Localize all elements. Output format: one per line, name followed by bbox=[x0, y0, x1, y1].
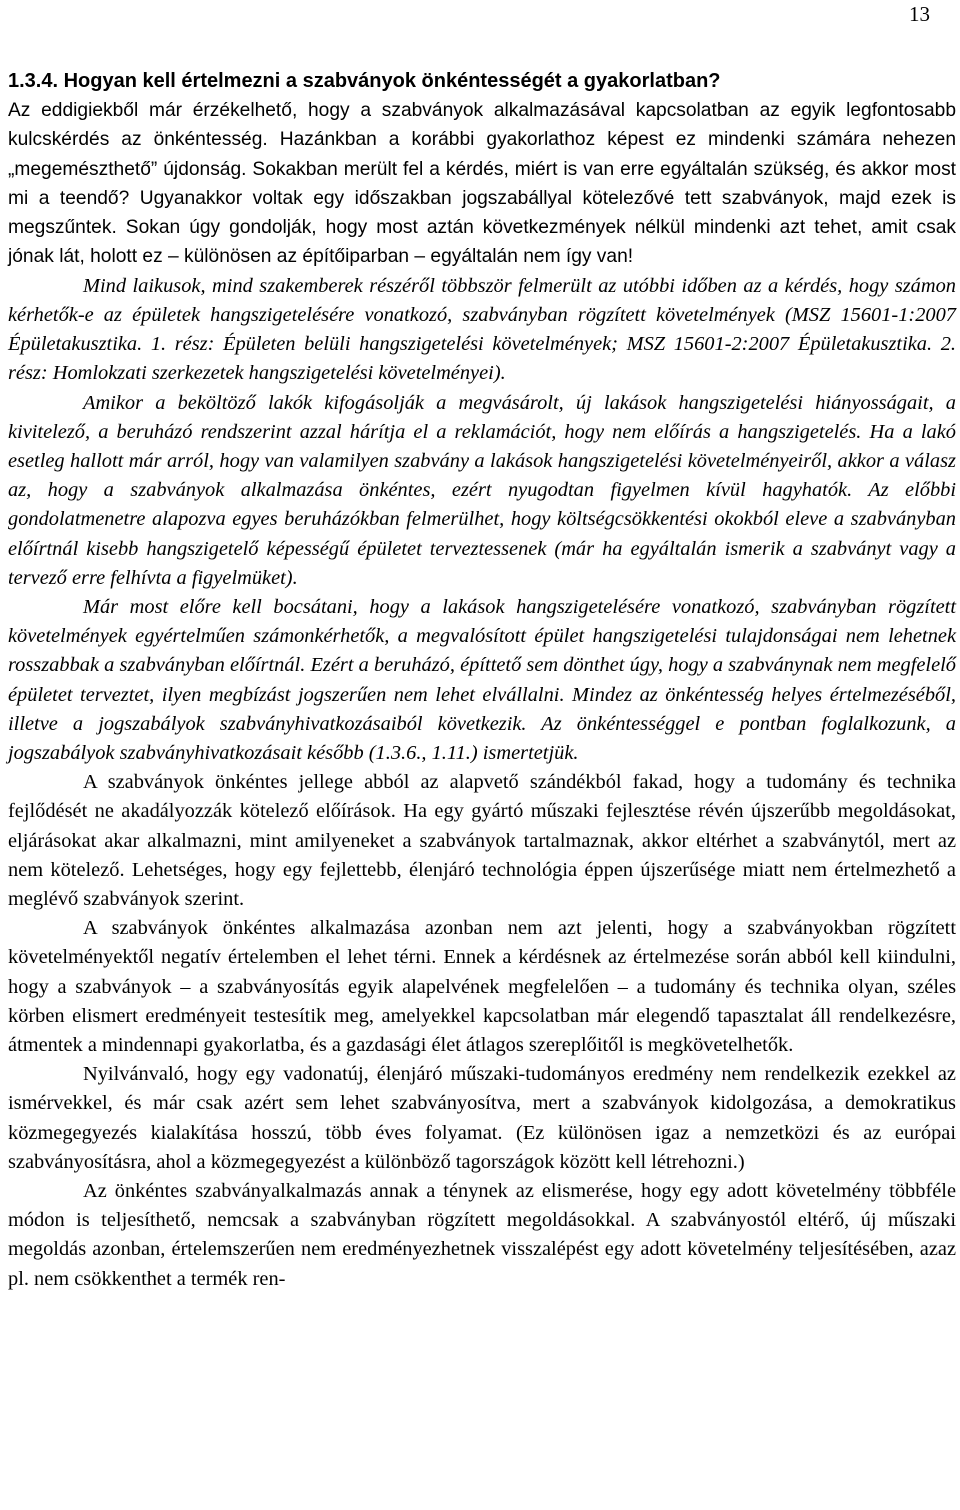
paragraph-8: Az önkéntes szabványalkalmazás annak a ténynek az elismerése, hogy egy adott követelmény többféle módon is teljesíthető, nemcsak a szabványban rögzített megoldásokkal. A szabványostól eltérő, új műszaki megoldás azonban, értelemszerűen nem eredményezhetnek visszalépést egy adott követelmény teljesítésében, azaz pl. nem csökkenthet a termék ren- bbox=[8, 1180, 956, 1290]
paragraph-5: A szabványok önkéntes jellege abból az alapvető szándékból fakad, hogy a tudomány és technika fejlődését ne akadályozzák kötelező előírások. Ha egy gyártó műszaki fejlesztése révén újszerűbb megoldásokat, eljárásokat akar alkalmazni, mint amilyeneket a szabványok tartalmaznak, akkor eltérhet a szabványtól, mert az nem kötelező. Lehetséges, hogy egy fejlettebb, élenjáró technológia éppen újszerűsége miatt nem értelmezhető a meglévő szabványok szerint. bbox=[8, 771, 956, 911]
paragraph-2: Mind laikusok, mind szakemberek részéről többször felmerült az utóbbi időben az a kérdés, hogy számon kérhetők-e az épületek hangszigetelésére vonatkozó, szabványban rögzített követelmények (MSZ 15601-1:2007 Épületakusztika. 1. rész: Épületen belüli hangszigetelési követelmények; MSZ 15601-2:2007 Épületakusztika. 2. rész: Homlokzati szerkezetek hangszigetelési követelményei). bbox=[8, 274, 956, 385]
paragraph-3: Amikor a beköltöző lakók kifogásolják a megvásárolt, új lakások hangszigetelési hiányosságait, a kivitelező, a beruházó rendszerint azzal hárítja el a reklamációt, hogy nem előírás a hangszigetelés. Ha a lakó esetleg hallott már arról, hogy van valamilyen szabvány a lakások hangszigetelési követelményeiről, akkor a válasz az, hogy a szabványok alkalmazása önkéntes, ezért nyugodtan figyelmen kívül hagyhatók. Az előbbi gondolatmenetre alapozva egyes beruházókban felmerülhet, hogy költségcsökkentési okokból eleve a szabványban előírtnál kisebb hangszigetelő képességű épületet terveztessenek (már ha egyáltalán ismerik a szabványt vagy a tervező erre felhívta a figyelmüket). bbox=[8, 391, 956, 589]
paragraph-1: Az eddigiekből már érzékelhető, hogy a szabványok alkalmazásával kapcsolatban az egyik legfontosabb kulcskérdés az önkéntesség. Hazánkban a korábbi gyakorlathoz képest ez mindenki számára nehezen „megemészthető” újdonság. Sokakban merült fel a kérdés, miért is van erre egyáltalán szükség, és akkor most mi a teendő? Ugyanakkor voltak egy időszakban jogszabállyal kötelezővé tett szabványok, majd ezek is megszűntek. Sokan úgy gondolják, hogy most aztán következmények nélkül mindenki azt tehet, amit csak jónak lát, holott ez – különösen az építőiparban – egyáltalán nem így van! bbox=[8, 100, 956, 268]
paragraph-4: Már most előre kell bocsátani, hogy a lakások hangszigetelésére vonatkozó, szabványban rögzített követelmények egyértelműen számonkérhetők, a megvalósított épület hangszigetelési tulajdonságai nem lehetnek rosszabbak a szabványban előírtnál. Ezért a beruházó, építtető sem dönthet úgy, hogy a szabványnak nem megfelelő épületet terveztet, ilyen megbízást jogszerűen nem lehet elvállalni. Mindez az önkéntesség helyes értelmezéséből, illetve a jogszabályok szabványhivatkozásaiból következik. Az önkéntességgel e pontban foglalkozunk, a jogszabályok szabványhivatkozásait később (1.3.6., 1.11.) ismertetjük. bbox=[8, 596, 956, 765]
section-heading: 1.3.4. Hogyan kell értelmezni a szabványok önkéntességét a gyakorlatban? bbox=[8, 70, 721, 92]
page-number: 13 bbox=[909, 2, 930, 26]
paragraph-7: Nyilvánvaló, hogy egy vadonatúj, élenjáró műszaki-tudományos eredmény nem rendelkezik ezekkel az ismérvekkel, és már csak azért sem lehet szabványosítva, mert a szabványok kidolgozása, a demokratikus közmegegyezés kialakítása hosszú, több éves folyamat. (Ez különösen igaz a nemzetközi és az európai szabványosításra, ahol a közmegegyezést a különböző tagországok között kell létrehozni.) bbox=[8, 1063, 956, 1173]
document-body bbox=[8, 66, 956, 1294]
paragraph-6: A szabványok önkéntes alkalmazása azonban nem azt jelenti, hogy a szabványokban rögzített követelményektől negatív értelemben el lehet térni. Ennek a kérdésnek az értelmezése során abból kell kiindulni, hogy a szabványok – a szabványosítás egyik alapelvének megfelelően – a tudomány és technika olyan, széles körben elismert eredményeit testesítik meg, amelyekkel kapcsolatban már elegendő tapasztalat áll rendelkezésre, átmentek a mindennapi gyakorlatba, és a gazdasági élet átlagos szereplőitől is megkövetelhetők. bbox=[8, 917, 956, 1057]
